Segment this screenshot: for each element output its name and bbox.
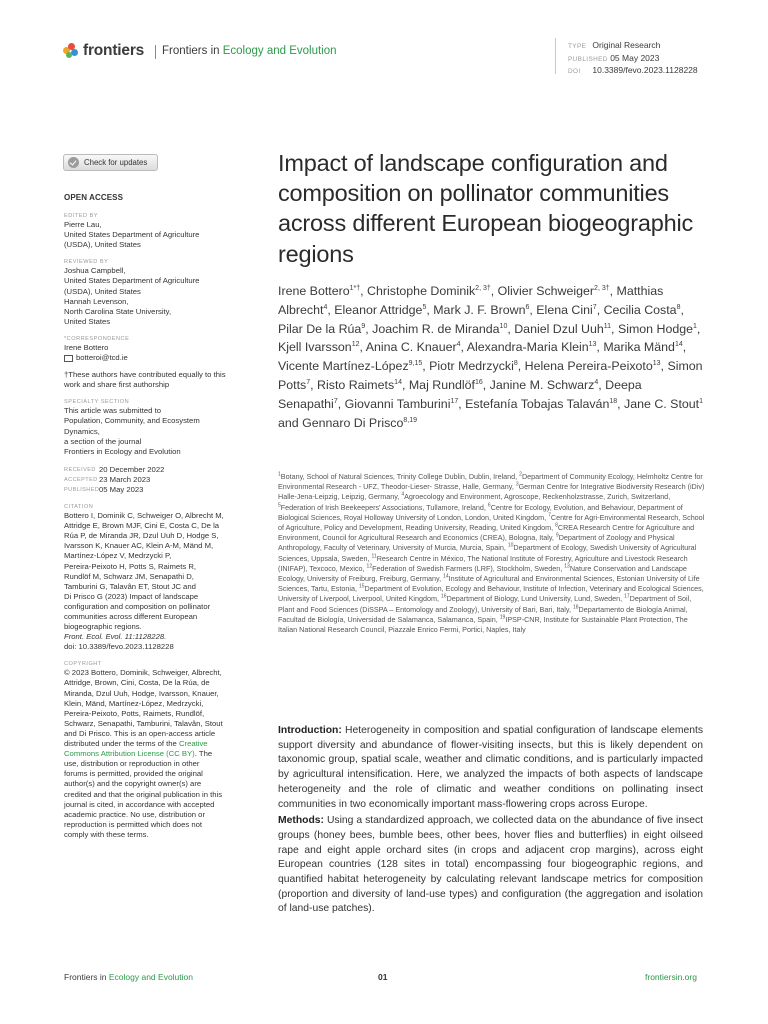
author[interactable] <box>317 378 402 392</box>
author-affiliation-marker: 11 <box>603 322 612 330</box>
affiliation-text: IPSP-CNR, Institute for Sustainable Plant Protection, The Italian National Research Council, Piazzale Enrico Fermi, Portici, Naples, Italy <box>278 614 688 635</box>
author[interactable] <box>525 359 661 373</box>
open-access-label: OPEN ACCESS <box>64 193 124 202</box>
author-name: Gennaro Di Prisco <box>302 415 404 430</box>
correspondence-email-row[interactable] <box>64 353 264 363</box>
check-for-updates-button[interactable] <box>63 154 158 171</box>
citation-text: Bottero I, Dominik C, Schweiger O, Albrecht M, Attridge E, Brown MJF, Cini E, Costa C, De la Rúa P, de Miranda JR, Dzul Uuh D, Hodge S, Ivarsson K, Knauer AC, Klein A-M, Mänd M, Martínez-López V, Medrzycki P, Pereira-Peixoto H, Potts S, Raimets R, Rundlöf M, Schwarz JM, Senapathi D, Tamburini G, Talavân ET, Stout JC and Di Prisco G (2023) Impact of landscape configuration and composition on pollinator communities across different European biogeographic regions. <box>64 511 224 632</box>
author[interactable] <box>603 340 682 354</box>
author[interactable] <box>334 303 426 317</box>
affiliation-text: Agroecology and Environment, Agroscope, Reckenholzstrasse, Zurich, Switzerland <box>404 492 669 502</box>
author[interactable] <box>366 340 461 354</box>
author-affiliation-marker: 16 <box>474 378 483 386</box>
affiliation-number: 2 <box>519 471 522 478</box>
affiliation-text: Federation of Swedish Farmers (LRF), Stockholm, Sweden <box>372 563 561 573</box>
affiliation-text: Botany, School of Natural Sciences, Trinity College Dublin, Dublin, Ireland <box>280 472 516 481</box>
author[interactable] <box>604 303 681 317</box>
published-value: 05 May 2023 <box>610 52 660 63</box>
author-name: Joachim R. de Miranda <box>372 321 500 336</box>
author-affiliation-marker: 12 <box>351 341 360 349</box>
check-icon <box>68 157 79 168</box>
author[interactable] <box>278 322 365 336</box>
accepted-label: ACCEPTED <box>64 476 98 483</box>
affiliation-text: Centre for Ecology, Evolution, and Behaviour, Department of Biological Sciences, Royal Holloway University of London, London, United Kingdom <box>278 502 683 522</box>
published-label: PUBLISHED <box>568 55 608 63</box>
citation-label: CITATION <box>64 504 94 511</box>
methods-heading: Methods: <box>278 815 324 827</box>
author-affiliation-marker: 17 <box>450 397 459 405</box>
affiliation-number: 14 <box>443 573 449 580</box>
author-affiliation-marker: 4 <box>594 378 599 386</box>
citation-journal: Front. Ecol. Evol. 11:1128228. <box>64 632 167 642</box>
abstract-methods <box>278 814 703 917</box>
affiliation-number: 9 <box>555 532 559 539</box>
author-name: Matthias Albrecht <box>278 284 664 317</box>
author-affiliation-marker: 7 <box>592 303 597 311</box>
journal-name[interactable] <box>162 45 337 57</box>
author-name: Janine M. Schwarz <box>489 377 595 392</box>
affiliation-text: German Centre for Integrative Biodiversity Research (iDiv) Halle-Jena-Leipzig, Leipzig, Germany <box>278 482 705 502</box>
copyright-part-b: . The use, distribution or reproduction in other forums is permitted, provided the original author(s) and the copyright owner(s) are credited and that the original publication in this journal is cited, in accordance with accepted academic practice. No use, distribution or reproduction is permitted which does not comply with these terms. <box>64 749 223 839</box>
author-name: Cecilia Costa <box>603 302 677 317</box>
author-list: Irene Bottero$^{1*\dagger}$, Christophe Dominik$^{2, 3\dagger}$, Olivier Schweiger$^{2, 3\dagger}$, Matthias Albrecht$^4$, Eleanor Attridge$^5$, Mark J. F. Brown$^6$, Elena Cini$^7$, Cecilia Costa$^8$, Pilar De la Rúa$^9$, Joachim R. de Miranda$^{10}$, Daniel Dzul Uuh$^{11}$, Simon Hodge$^1$, Kjell Ivarsson$^{12}$, Anina C. Knauer$^4$, Alexandra-Maria Klein$^{13}$, Marika Mänd$^{14}$, Vicente Martínez-López$^{9,15}$, Piotr Medrzycki$^8$, Helena Pereira-Peixoto$^{13}$, Simon Potts$^7$, Risto Raimets$^{14}$, Maj Rundlöf$^{16}$, Janine M. Schwarz$^4$, Deepa Senapathi$^7$, Giovanni Tamburini$^{17}$, Estefanía Tobajas Talaván$^{18}$, Jane C. Stout$^1$ and Gennaro Di Prisco$^{8,19}$ <box>278 284 704 430</box>
affiliation-text: Research Centre in México, The National Institute of Forestry, Agriculture and Livestock Research (INIFAP), Texcoco, Mexico <box>278 553 688 573</box>
received-label: RECEIVED <box>64 466 96 473</box>
affiliation-text: Department of Ecology, Swedish University of Agricultural Sciences, Uppsala, Sweden <box>278 543 697 563</box>
author-name: Mark J. F. Brown <box>433 302 526 317</box>
author[interactable] <box>409 378 483 392</box>
affiliation-text: Department of Biology, Lund University, Lund, Sweden <box>446 594 621 604</box>
affiliation <box>401 492 668 501</box>
author[interactable] <box>302 416 417 430</box>
affiliation-number: 11 <box>371 553 377 560</box>
introduction-text: Heterogeneity in composition and spatial configuration of landscape elements support diversity and abundance of flower-visiting insects, but this is likely dependent on taxonomic group, spatial scale, weather and climatic conditions, and is particularly impacted by agricultural intensification. Here, we analyzed the impacts of both aspects of landscape heterogeneity and the role of climatic and weather conditions on pollinating insect communities in two economically important mass-flowering crops across Europe. <box>278 725 703 810</box>
type-value: Original Research <box>592 40 661 50</box>
author-affiliation-marker: 8,19 <box>403 416 417 424</box>
affiliation-number: 4 <box>401 492 405 499</box>
methods-text: Using a standardized approach, we collected data on the abundance of five insect groups (honey bees, bumble bees, other bees, hover flies and butterflies) in eight oilseed rape and eight apple orchard sites (in crops and adjacent crop margins), across eight European countries (128 sites in total) encompassing four biogeographic regions, and quantified habitat heterogeneity by calculating relevant landscape metrics for composition (proportion and diversity of land-use types) and configuration (the aggregation and isolation of land-use patches). <box>278 815 703 915</box>
author-name: Daniel Dzul Uuh <box>514 321 604 336</box>
correspondence-label: *CORRESPONDENCE <box>64 335 130 342</box>
doi-label: DOI <box>568 68 581 75</box>
equal-contribution-note: †These authors have contributed equally to this work and share first authorship <box>64 370 226 390</box>
author-name: Olivier Schweiger <box>497 284 595 298</box>
affiliation-text: Department of Zoology and Physical Anthropology, Faculty of Veterinary, University of Murcia, Murcia, Spain <box>278 533 675 553</box>
affiliation-number: 10 <box>507 543 514 550</box>
author-affiliation-marker: 1 <box>693 322 697 330</box>
type-label: TYPE <box>568 43 587 50</box>
affiliation-number: 1 <box>278 471 281 478</box>
check-updates-label: Check for updates <box>84 158 148 167</box>
author-name: Vicente Martínez-López <box>278 359 409 374</box>
author-affiliation-marker: 7 <box>306 378 311 386</box>
author-affiliation-marker: 8 <box>676 303 681 311</box>
author[interactable] <box>536 303 596 317</box>
author-name: Pilar De la Rúa <box>278 321 362 336</box>
author-affiliation-marker: 2, 3† <box>475 284 491 292</box>
logo-text: frontiers <box>83 42 145 59</box>
affiliation <box>278 472 515 481</box>
author[interactable] <box>624 397 703 411</box>
affiliation-number: 17 <box>624 594 630 601</box>
author-affiliation-marker: 1*† <box>349 284 361 292</box>
header-divider <box>155 45 156 59</box>
doi-value[interactable]: 10.3389/fevo.2023.1128228 <box>592 65 698 75</box>
author-name: Simon Potts <box>278 359 703 392</box>
accepted-date: 23 March 2023 <box>99 474 151 484</box>
introduction-heading: Introduction: <box>278 725 342 736</box>
affiliation-text: Centre for Agri-Environmental Research, School of Agriculture, Policy and Development, Reading University, Reading, United Kingdom <box>278 512 705 533</box>
email-icon <box>64 355 73 362</box>
affiliation-text: Departamento de Biología Animal, Facultad de Biología, Universidad de Salamanca, Salamanca, Spain <box>278 604 688 624</box>
affiliation-text: Federation of Irish Beekeepers' Associations, Tullamore, Ireland <box>280 502 484 512</box>
author-affiliation-marker: 1 <box>699 397 704 405</box>
affiliation-number: 12 <box>366 563 373 570</box>
copyright-text <box>64 668 264 840</box>
author-name: Marika Mänd <box>603 340 675 355</box>
author[interactable] <box>278 340 359 354</box>
affiliation-text: Department of Soil, Plant and Food Sciences (DiSSPA – Entomology and Zoology), University of Bari, Bari, Italy <box>278 594 692 614</box>
footer-site-link[interactable]: frontiersin.org <box>645 972 697 982</box>
citation-doi[interactable]: doi: 10.3389/fevo.2023.1128228 <box>64 642 174 652</box>
author[interactable] <box>467 340 597 354</box>
author[interactable] <box>367 284 491 298</box>
footer-journal[interactable] <box>64 972 193 982</box>
affiliation-number: 8 <box>555 522 558 529</box>
reviewed-by-label: REVIEWED BY <box>64 259 109 266</box>
author[interactable] <box>498 284 610 298</box>
affiliation-number: 5 <box>278 502 281 509</box>
author-name: Estefanía Tobajas Talaván <box>465 396 610 411</box>
author-name: Christophe Dominik <box>367 284 476 298</box>
copyright-label: COPYRIGHT <box>64 661 102 668</box>
author-affiliation-marker: 6 <box>525 303 530 311</box>
edited-by-label: EDITED BY <box>64 213 99 220</box>
author-affiliation-marker: 2, 3† <box>594 284 610 292</box>
edited-by: Pierre Lau, United States Department of Agriculture (USDA), United States <box>64 220 200 250</box>
author-name: Simon Hodge <box>617 321 694 336</box>
affiliation-text: CREA Research Centre for Agriculture and Environment, Council for Agricultural Research and Economics (CREA), Bologna, Italy <box>278 523 695 543</box>
specialty-section: This article was submitted to Population, Community, and Ecosystem Dynamics, a section of the journal Frontiers in Ecology and Evolution <box>64 406 200 456</box>
author-affiliation-marker: 5 <box>422 303 427 311</box>
author[interactable] <box>618 322 697 336</box>
frontiers-logo[interactable] <box>63 42 144 60</box>
author[interactable] <box>372 322 507 336</box>
affiliation-number: 6 <box>487 502 491 509</box>
author[interactable] <box>429 359 518 373</box>
author-name: Anina C. Knauer <box>365 340 457 355</box>
affiliation-number: 3 <box>515 481 519 488</box>
copyright-part-a: © 2023 Bottero, Dominik, Schweiger, Albrecht, Attridge, Brown, Cini, Costa, De la Rúa, de Miranda, Dzul Uuh, Hodge, Ivarsson, Knauer, Klein, Mänd, Martínez-López, Medrzycki, Pereira-Peixoto, Potts, Raimets, Rundlöf, Schwarz, Senapathi, Tamburini, Talavân, Stout and Di Prisco. This is an open-access article distributed under the terms of the <box>64 668 223 749</box>
affiliation-number: 7 <box>548 512 551 519</box>
correspondence-email[interactable]: botteroi@tcd.ie <box>76 353 128 363</box>
author-affiliation-marker: 4 <box>323 303 328 311</box>
author[interactable] <box>278 284 360 298</box>
published-label: PUBLISHED <box>64 486 100 493</box>
reviewed-by: Joshua Campbell, United States Department of Agriculture (USDA), United States Hannah Levenson, North Carolina State University, United States <box>64 266 200 326</box>
article-info-sidebar <box>64 193 264 840</box>
author-name: Eleanor Attridge <box>334 302 423 317</box>
author-name: Giovanni Tamburini <box>344 396 451 411</box>
affiliation-number: 19 <box>499 614 506 621</box>
author-name: Kjell Ivarsson <box>278 340 352 355</box>
journal-title: Ecology and Evolution <box>222 45 337 57</box>
author-affiliation-marker: 9 <box>361 322 366 330</box>
footer-journal-name: Ecology and Evolution <box>108 972 193 982</box>
author-affiliation-marker: 14 <box>674 341 683 349</box>
author[interactable] <box>490 378 599 392</box>
meta-divider <box>555 38 556 74</box>
cc-by-license-link[interactable]: Creative Commons Attribution License (CC BY) <box>64 739 208 759</box>
author-affiliation-marker: 14 <box>394 378 402 386</box>
author-name: Elena Cini <box>536 302 593 317</box>
author-name: Maj Rundlöf <box>408 377 475 392</box>
affiliation-number: 16 <box>441 594 447 601</box>
author-name: Risto Raimets <box>317 377 395 392</box>
author-affiliation-marker: 9,15 <box>408 360 423 368</box>
affiliation <box>367 564 561 573</box>
affiliation-number: 18 <box>572 604 579 611</box>
author-name: Alexandra-Maria Klein <box>466 340 589 355</box>
author-name: Helena Pereira-Peixoto <box>524 359 653 374</box>
author-affiliation-marker: 4 <box>456 341 461 349</box>
received-date: 20 December 2022 <box>99 464 165 474</box>
article-title: Impact of landscape configuration and composition on pollinator communities across different European biogeographic regions <box>278 150 694 267</box>
affiliations: $^1$Botany, School of Natural Sciences, Trinity College Dublin, Dublin, Ireland, $^2$Department of Community Ecology, Helmholtz Centre for Environmental Research - UFZ, Theodor-Lieser- Strasse, Halle, Germany, $^3$German Centre for Integrative Biodiversity Research (iDiv) Halle-Jena-Leipzig, Leipzig, Germany, $^4$Agroecology and Environment, Agroscope, Reckenholzstrasse, Zurich, Switzerland, $^5$Federation of Irish Beekeepers' Associations, Tullamore, Ireland, $^6$Centre for Ecology, Evolution, and Behaviour, Department of Biological Sciences, Royal Holloway University of London, London, United Kingdom, $^7$Centre for Agri-Environmental Research, School of Agriculture, Policy and Development, Reading University, Reading, United Kingdom, $^8$CREA Research Centre for Agriculture and Environment, Council for Agricultural Research and Economics (CREA), Bologna, Italy, $^9$Department of Zoology and Physical Anthropology, Faculty of Veterinary, University of Murcia, Murcia, Spain, $^{10}$Department of Ecology, Swedish University of Agricultural Sciences, Uppsala, Sweden, $^{11}$Research Centre in México, The National Institute of Forestry, Agriculture and Livestock Research (INIFAP), Texcoco, Mexico, $^{12}$Federation of Swedish Farmers (LRF), Stockholm, Sweden, $^{13}$Nature Conservation and Landscape Ecology, University of Freiburg, Freiburg, Germany, $^{14}$Institute of Agricultural and Environmental Sciences, Estonian University of Life Sciences, Tartu, Estonia, $^{15}$Department of Evolution, Ecology and Behaviour, Institute of Infection, Veterinary and Ecological Sciences, University of Liverpool, Liverpool, United Kingdom, $^{16}$Department of Biology, Lund University, Lund, Sweden, $^{17}$Department of Soil, Plant and Food Sciences (DiSSPA – Entomology and Zoology), University of Bari, Bari, Italy, $^{18}$Departamento de Biología Animal, Facultad de Biología, Universidad de Salamanca, Salamanca, Spain, $^{19}$IPSP-CNR, Institute for Sustainable Plant Protection, The Italian National Research Council, Piazzale Enrico Fermi, Portici, Naples, Italy <box>278 471 705 635</box>
affiliation-number: 13 <box>564 563 570 570</box>
author-name: Deepa Senapathi <box>278 377 642 411</box>
author[interactable] <box>465 397 617 411</box>
frontiers-logo-icon <box>63 43 79 59</box>
author[interactable] <box>433 303 529 317</box>
abstract-introduction <box>278 724 703 812</box>
affiliation-text: Department of Evolution, Ecology and Behaviour, Institute of Infection, Veterinary and Ecological Sciences, University of Liverpool, Liverpool, United Kingdom <box>278 584 704 604</box>
published-date: 05 May 2023 <box>99 484 144 494</box>
affiliation-text: Institute of Agricultural and Environmental Sciences, Estonian University of Life Sciences, Tartu, Estonia <box>278 574 700 594</box>
affiliation-number: 15 <box>358 583 365 590</box>
affiliation <box>278 503 484 512</box>
author-affiliation-marker: 13 <box>588 341 597 349</box>
author[interactable] <box>278 359 422 373</box>
page-number: 01 <box>378 972 388 982</box>
affiliation-text: Nature Conservation and Landscape Ecology, University of Freiburg, Freiburg, Germany <box>278 563 687 584</box>
specialty-label: SPECIALTY SECTION <box>64 399 130 406</box>
article-meta <box>568 40 698 78</box>
abstract <box>278 724 703 919</box>
author-affiliation-marker: 10 <box>499 322 508 330</box>
author[interactable] <box>514 322 611 336</box>
author-affiliation-marker: 7 <box>333 397 338 405</box>
author-name: Irene Bottero <box>278 284 350 298</box>
footer-journal-prefix: Frontiers in <box>64 972 109 982</box>
journal-prefix: Frontiers in <box>162 45 223 57</box>
author-affiliation-marker: 13 <box>652 360 661 368</box>
correspondence-name: Irene Bottero <box>64 342 109 352</box>
author-name: Jane C. Stout <box>624 396 700 411</box>
affiliation <box>441 594 620 603</box>
author[interactable] <box>345 397 459 411</box>
dates <box>64 465 264 495</box>
author-affiliation-marker: 18 <box>609 397 618 405</box>
author-affiliation-marker: 8 <box>513 360 518 368</box>
author-name: Piotr Medrzycki <box>429 359 514 374</box>
affiliation-text: Department of Community Ecology, Helmholtz Centre for Environmental Research - UFZ, Theodor-Lieser- Strasse, Halle, Germany <box>278 472 703 492</box>
